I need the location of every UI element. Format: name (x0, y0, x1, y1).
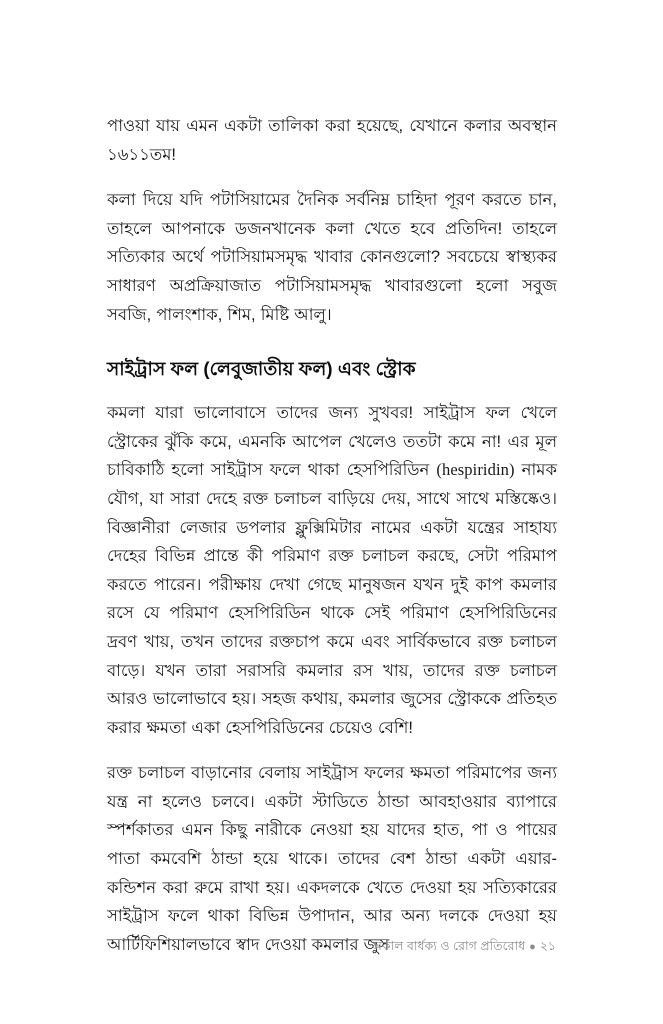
footer-chapter-title: অকাল বার্ধক্য ও রোগ প্রতিরোধ (370, 939, 526, 953)
footer-page-number: ২১ (539, 939, 556, 953)
running-footer (107, 938, 556, 955)
paragraph-1: পাওয়া যায় এমন একটা তালিকা করা হয়েছে, যেখানে কলার অবস্থান ১৬১১তম! (107, 117, 557, 164)
paragraph-2: কলা দিয়ে যদি পটাসিয়ামের দৈনিক সর্বনিম্ন চাহিদা পূরণ করতে চান, তাহলে আপনাকে ডজনখানেক কলা খেতে হবে প্রতিদিন! তাহলে সত্যিকার অর্থে পটাসিয়ামসমৃদ্ধ খাবার কোনগুলো? সবচেয়ে স্বাস্থ্যকর সাধারণ অপ্রক্রিয়াজাত পটাসিয়ামসমৃদ্ধ খাবারগুলো হলো সবুজ সবজি, পালংশাক, শিম, মিষ্টি আলু। (107, 191, 557, 324)
section-heading-citrus-and-stroke: সাইট্রাস ফল (লেবুজাতীয় ফল) এবং স্ট্রোক (107, 358, 416, 380)
paragraph-3 (107, 399, 557, 742)
latin-term-hespiridin: (hespiridin) (436, 460, 515, 480)
page-content-column (107, 112, 557, 959)
paragraph-4: রক্ত চলাচল বাড়ানোর বেলায় সাইট্রাস ফলের ক্ষমতা পরিমাপের জন্য যন্ত্র না হলেও চলবে। একটা স্টাডিতে ঠান্ডা আবহাওয়ার ব্যাপারে স্পর্শকাতর এমন কিছু নারীকে নেওয়া হয় যাদের হাত, পা ও পায়ের পাতা কমবেশি ঠান্ডা হয়ে থাকে। তাদের বেশ ঠান্ডা একটা এয়ার-কন্ডিশন করা রুমে রাখা হয়। একদলকে খেতে দেওয়া হয় সত্যিকারের সাইট্রাস ফলে থাকা বিভিন্ন উপাদান, আর অন্য দলকে দেওয়া হয় আর্টিফিশিয়ালভাবে স্বাদ দেওয়া কমলার জুস (107, 764, 557, 954)
paragraph-3-part-1: কমলা যারা ভালোবাসে তাদের জন্য সুখবর! সাইট্রাস ফল খেলে স্ট্রোকের ঝুঁকি কমে, এমনকি আপেল খেলেও ততটা কমে না! এর মূল চাবিকাঠি হলো সাইট্রাস ফলে থাকা হেসপিরিডিন (107, 404, 557, 480)
footer-separator-bullet-icon: ● (529, 940, 536, 953)
paragraph-3-part-2: নামক যৌগ, যা সারা দেহে রক্ত চলাচল বাড়িয়ে দেয়, সাথে সাথে মস্তিষ্কেও। বিজ্ঞানীরা লেজার ডপলার ফ্লুক্সিমিটার নামের একটা যন্ত্রের সাহায্য দেহের বিভিন্ন প্রান্তে কী পরিমাণ রক্ত চলাচল করছে, সেটা পরিমাপ করতে পারেন। পরীক্ষায় দেখা গেছে মানুষজন যখন দুই কাপ কমলার রসে যে পরিমাণ হেসপিরিডিন থাকে সেই পরিমাণ হেসপিরিডিনের দ্রবণ খায়, তখন তাদের রক্তচাপ কমে এবং সার্বিকভাবে রক্ত চলাচল বাড়ে। যখন তারা সরাসরি কমলার রস খায়, তাদের রক্ত চলাচল আরও ভালোভাবে হয়। সহজ কথায়, কমলার জুসের স্ট্রোককে প্রতিহত করার ক্ষমতা একা হেসপিরিডিনের চেয়েও বেশি! (107, 461, 557, 737)
